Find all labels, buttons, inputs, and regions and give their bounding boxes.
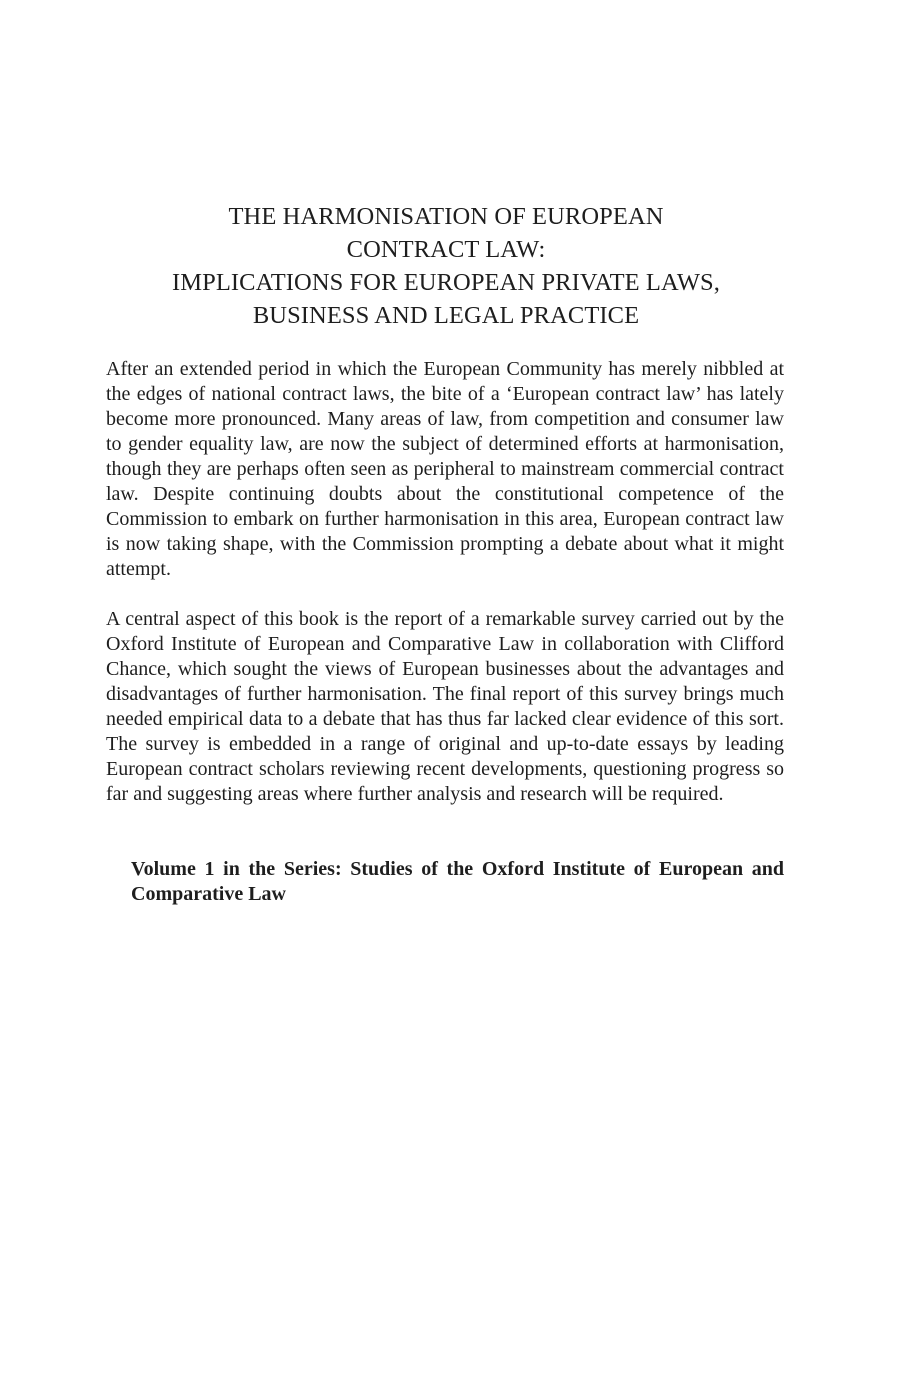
book-title <box>106 200 786 332</box>
title-line-4: BUSINESS AND LEGAL PRACTICE <box>252 302 640 329</box>
title-line-1: THE HARMONISATION OF EUROPEAN <box>228 203 664 230</box>
description-paragraph-2: A central aspect of this book is the report of a remarkable survey carried out by the Oxford Institute of European and Comparative Law in collaboration with Clifford Chance, which sought the views of European businesses about the advantages and disadvantages of further harmonisation. The final report of this survey brings much needed empirical data to a debate that has thus far lacked clear evidence of this sort. The survey is embedded in a range of original and up-to-date essays by leading European contract scholars reviewing recent developments, questioning progress so far and suggesting areas where further analysis and research will be required. <box>106 608 784 805</box>
description-paragraph-1: After an extended period in which the European Community has merely nibbled at the edges of national contract laws, the bite of a ‘European contract law’ has lately become more pronounced. Many areas of law, from competition and consumer law to gender equality law, are now the subject of determined efforts at harmonisation, though they are perhaps often seen as peripheral to mainstream commercial contract law. Despite continuing doubts about the constitutional competence of the Commission to embark on further harmonisation in this area, European contract law is now taking shape, with the Commission prompting a debate about what it might attempt. <box>106 358 784 580</box>
series-note: Volume 1 in the Series: Studies of the Oxford Institute of European and Comparative Law <box>131 858 784 905</box>
title-line-2: CONTRACT LAW: <box>346 236 546 263</box>
title-line-3: IMPLICATIONS FOR EUROPEAN PRIVATE LAWS, <box>171 269 721 296</box>
